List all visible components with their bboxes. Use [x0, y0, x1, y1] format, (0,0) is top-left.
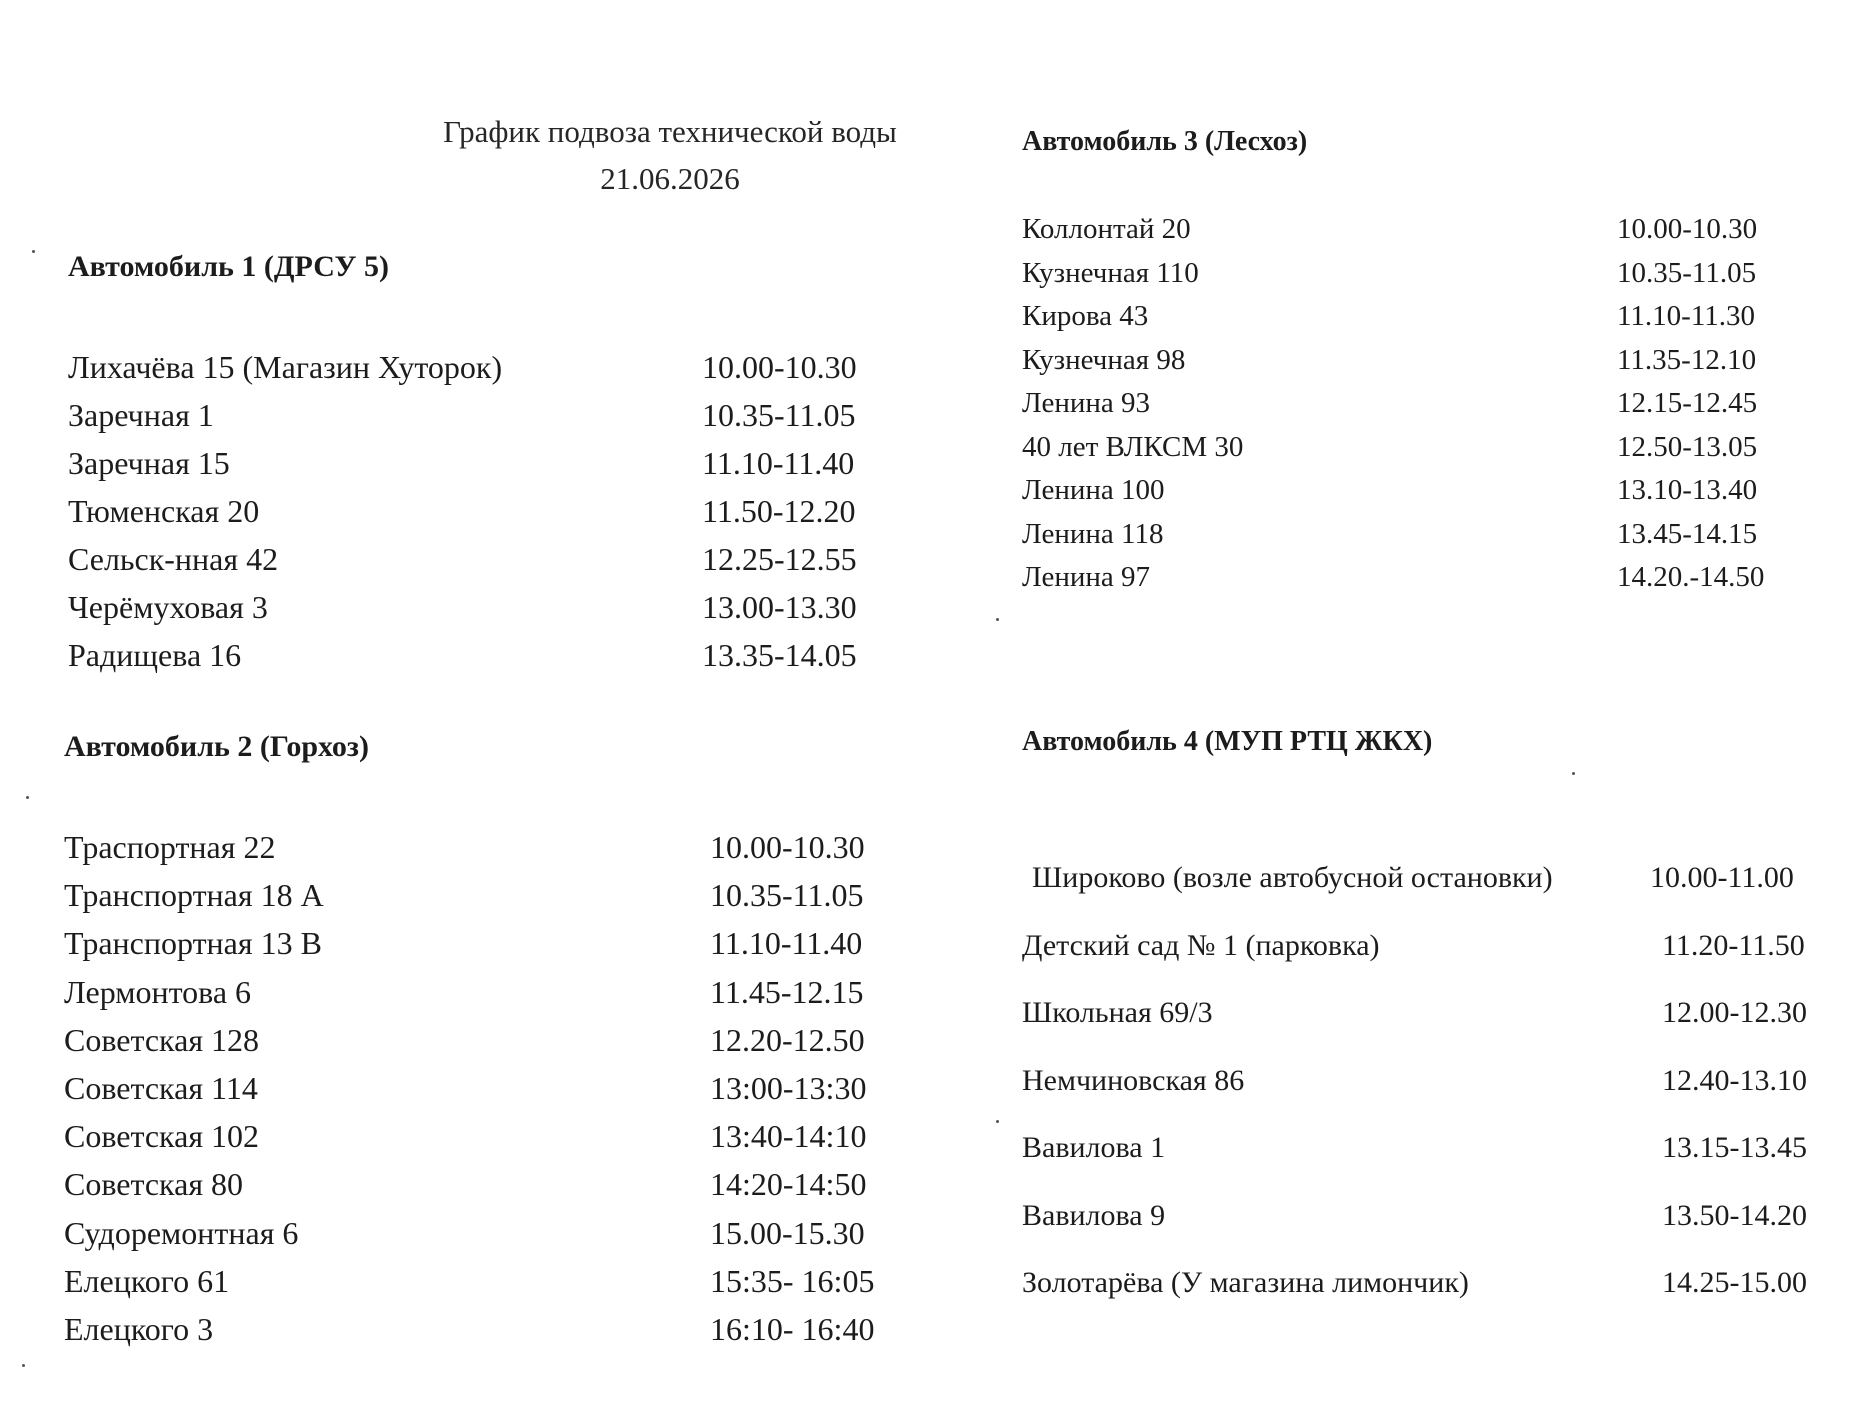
- schedule-row: [1022, 1261, 1852, 1329]
- schedule-row: [68, 487, 908, 535]
- row-address: Ленина 97: [1022, 561, 1151, 593]
- vehicle-4-rows: [1022, 856, 1852, 1329]
- row-time: 16:10- 16:40: [710, 1310, 875, 1347]
- row-address: Транспортная 13 В: [64, 925, 322, 962]
- schedule-row: [64, 1305, 924, 1353]
- row-time: 10.00-10.30: [702, 349, 857, 385]
- vehicle-4-schedule: [1022, 726, 1852, 1326]
- scan-speck: [996, 1120, 999, 1123]
- row-time: 10.00-10.30: [710, 829, 865, 865]
- row-time: 10.00-10.30: [1617, 213, 1758, 245]
- row-address: Советская 80: [64, 1166, 244, 1203]
- schedule-row: [68, 583, 908, 631]
- row-time: 12.40-13.10: [1662, 1063, 1807, 1097]
- schedule-row: [68, 343, 908, 391]
- vehicle-1-schedule: [68, 250, 908, 690]
- schedule-row: [64, 1016, 924, 1064]
- row-time: 11.10-11.40: [702, 445, 855, 481]
- schedule-row: [1022, 426, 1852, 470]
- schedule-row: [64, 823, 924, 871]
- row-address: Детский сад № 1 (парковка): [1022, 928, 1380, 962]
- schedule-row: [64, 968, 924, 1016]
- row-address: Транспортная 18 А: [64, 877, 324, 914]
- schedule-row: [1022, 295, 1852, 339]
- schedule-row: [64, 1257, 924, 1305]
- row-time: 11.45-12.15: [710, 973, 864, 1010]
- scan-speck: [32, 250, 35, 253]
- schedule-row: [1022, 556, 1852, 600]
- row-address: Советская 128: [64, 1021, 260, 1058]
- row-time: 10.00-11.00: [1650, 861, 1794, 894]
- row-address: Тюменская 20: [68, 493, 260, 529]
- row-address: Заречная 1: [68, 397, 214, 433]
- row-address: Советская 114: [64, 1069, 258, 1106]
- row-address: Широково (возле автобусной остановки): [1032, 861, 1553, 894]
- schedule-row: [1022, 513, 1852, 557]
- row-time: 15:35- 16:05: [710, 1262, 875, 1299]
- row-address: 40 лет ВЛКСМ 30: [1022, 430, 1244, 463]
- schedule-row: [64, 1064, 924, 1112]
- row-address: Кирова 43: [1022, 300, 1149, 332]
- row-address: Кузнечная 110: [1022, 256, 1199, 289]
- row-address: Ленина 100: [1022, 474, 1165, 506]
- row-time: 13.10-13.40: [1617, 474, 1758, 506]
- vehicle-3-heading: Автомобиль 3 (Лесхоз): [1022, 126, 1308, 157]
- scan-speck: [1572, 772, 1575, 775]
- schedule-row: [1022, 856, 1852, 924]
- row-address: Вавилова 1: [1022, 1131, 1166, 1164]
- vehicle-4-heading: Автомобиль 4 (МУП РТЦ ЖКХ): [1022, 726, 1433, 757]
- vehicle-2-heading: Автомобиль 2 (Горхоз): [64, 730, 369, 763]
- row-address: Вавилова 9: [1022, 1198, 1166, 1232]
- document-title-block: [390, 108, 950, 202]
- schedule-row: [64, 1112, 924, 1160]
- schedule-row: [1022, 991, 1852, 1059]
- schedule-row: [1022, 1194, 1852, 1262]
- row-time: 12.00-12.30: [1662, 996, 1807, 1029]
- row-address: Заречная 15: [68, 445, 230, 481]
- row-address: Елецкого 3: [64, 1310, 214, 1347]
- row-address: Ленина 118: [1022, 517, 1164, 550]
- row-address: Ленина 93: [1022, 387, 1151, 419]
- row-address: Золотарёва (У магазина лимончик): [1022, 1266, 1469, 1299]
- row-time: 13:40-14:10: [710, 1118, 867, 1155]
- row-address: Советская 102: [64, 1118, 260, 1155]
- schedule-row: [1022, 382, 1852, 426]
- row-time: 11.35-12.10: [1617, 343, 1757, 376]
- schedule-row: [68, 631, 908, 679]
- row-time: 10.35-11.05: [702, 397, 856, 433]
- row-time: 12.50-13.05: [1617, 430, 1758, 463]
- schedule-row: [64, 919, 924, 967]
- row-time: 11.50-12.20: [702, 493, 856, 529]
- row-address: Кузнечная 98: [1022, 343, 1186, 376]
- vehicle-2-schedule: [64, 730, 924, 1370]
- row-time: 11.10-11.40: [710, 925, 863, 962]
- schedule-row: [68, 391, 908, 439]
- row-time: 12.15-12.45: [1617, 387, 1758, 419]
- vehicle-3-rows: [1022, 208, 1852, 600]
- row-address: Лермонтова 6: [64, 973, 252, 1010]
- row-address: Немчиновская 86: [1022, 1063, 1245, 1097]
- row-time: 13.45-14.15: [1617, 517, 1758, 550]
- row-address: Елецкого 61: [64, 1262, 230, 1299]
- row-time: 14:20-14:50: [710, 1166, 867, 1203]
- row-time: 13.15-13.45: [1662, 1131, 1807, 1164]
- vehicle-2-rows: [64, 823, 924, 1353]
- row-time: 15.00-15.30: [710, 1214, 865, 1251]
- vehicle-3-schedule: [1022, 126, 1852, 596]
- schedule-row: [1022, 924, 1852, 992]
- row-time: 13.50-14.20: [1662, 1198, 1807, 1232]
- row-time: 14.20.-14.50: [1617, 561, 1765, 593]
- schedule-row: [1022, 469, 1852, 513]
- schedule-row: [68, 439, 908, 487]
- schedule-row: [1022, 1059, 1852, 1127]
- row-time: 11.20-11.50: [1662, 928, 1805, 962]
- row-time: 13.35-14.05: [702, 637, 857, 673]
- row-time: 13:00-13:30: [710, 1069, 867, 1106]
- row-address: Сельск-нная 42: [68, 541, 279, 577]
- vehicle-1-heading: Автомобиль 1 (ДРСУ 5): [68, 250, 390, 283]
- schedule-row: [1022, 252, 1852, 296]
- document-title: График подвоза технической воды: [443, 114, 897, 149]
- row-address: Школьная 69/3: [1022, 996, 1213, 1029]
- document-date: 21.06.2026: [600, 161, 740, 196]
- row-address: Лихачёва 15 (Магазин Хуторок): [68, 349, 503, 385]
- row-time: 14.25-15.00: [1662, 1266, 1807, 1299]
- schedule-row: [1022, 1126, 1852, 1194]
- schedule-row: [64, 1209, 924, 1257]
- row-time: 13.00-13.30: [702, 589, 857, 625]
- schedule-row: [68, 535, 908, 583]
- scan-speck: [22, 1364, 25, 1367]
- row-time: 12.20-12.50: [710, 1021, 865, 1058]
- schedule-row: [1022, 208, 1852, 252]
- row-time: 10.35-11.05: [1617, 256, 1757, 289]
- row-address: Черёмуховая 3: [68, 589, 268, 625]
- schedule-row: [1022, 339, 1852, 383]
- row-address: Коллонтай 20: [1022, 213, 1191, 245]
- schedule-row: [64, 871, 924, 919]
- row-time: 12.25-12.55: [702, 541, 857, 577]
- scan-speck: [26, 796, 29, 799]
- row-address: Траспортная 22: [64, 829, 276, 865]
- row-time: 11.10-11.30: [1617, 300, 1756, 332]
- row-time: 10.35-11.05: [710, 877, 864, 914]
- schedule-row: [64, 1160, 924, 1208]
- row-address: Радищева 16: [68, 637, 242, 673]
- row-address: Судоремонтная 6: [64, 1214, 299, 1251]
- scan-speck: [996, 618, 999, 621]
- vehicle-1-rows: [68, 343, 908, 679]
